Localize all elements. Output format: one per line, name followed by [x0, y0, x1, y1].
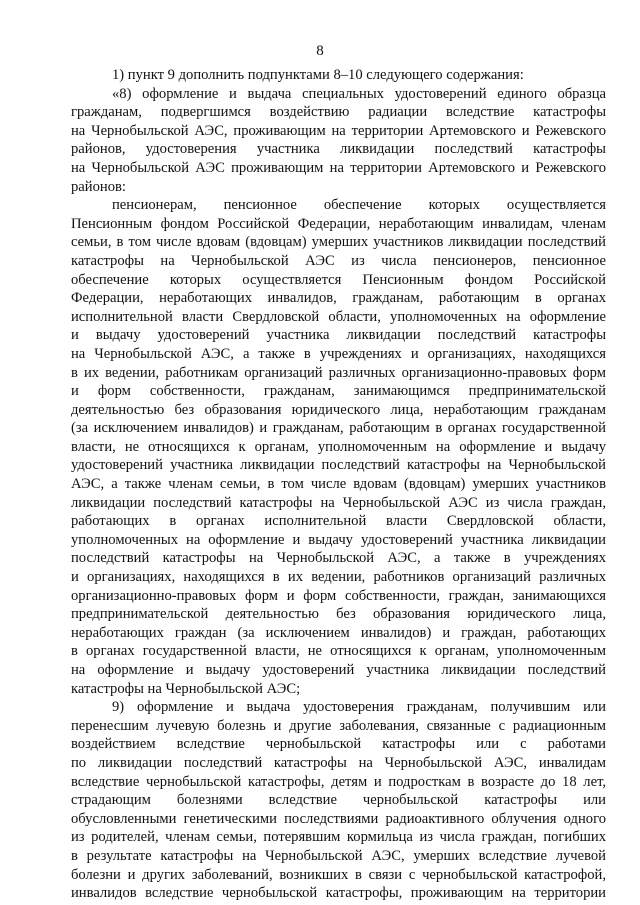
- text-line: организационно-правовых форм и форм собственности, граждан, занимающихся: [71, 587, 606, 604]
- text-line: власти, не относящихся к органам, уполномоченным на оформление и выдачу: [71, 438, 606, 455]
- text-line: последствий катастрофы на Чернобыльской АЭС, а также в учреждениях: [71, 550, 606, 567]
- text-line: районов, удостоверения участника ликвидации последствий катастрофы: [71, 141, 606, 158]
- text-line: уполномоченных на оформление и выдачу удостоверений участника ликвидации: [71, 531, 606, 548]
- text-line: (за исключением инвалидов) и гражданам, работающим в органах государственной: [71, 420, 606, 437]
- text-line: из родителей, членам семьи, потерявшим кормильца из числа граждан, погибших: [71, 829, 606, 846]
- text-line: и форм собственности, гражданам, занимающимся предпринимательской: [71, 383, 606, 400]
- text-line: неработающих граждан (за исключением инвалидов) и граждан, работающих: [71, 624, 606, 641]
- text-line: АЭС, а также членам семьи, в том числе вдовам (вдовцам) умерших участников: [71, 476, 606, 493]
- text-line: в органах государственной власти, не относящихся к органам, уполномоченным: [71, 643, 606, 660]
- text-line: удостоверений участника ликвидации последствий катастрофы на Чернобыльской: [71, 457, 606, 474]
- text-line: «8) оформление и выдача специальных удостоверений единого образца: [112, 85, 606, 102]
- text-line: исполнительной власти Свердловской области, уполномоченных на оформление: [71, 308, 606, 325]
- text-line: работающих в органах исполнительной власти Свердловской области,: [71, 513, 606, 530]
- text-line: в их ведении, работникам организаций различных организационно-правовых форм: [71, 364, 606, 381]
- text-line: на Чернобыльской АЭС проживающим на территории Артемовского и Режевского: [71, 159, 606, 176]
- text-line: деятельностью без образования юридического лица, неработающим гражданам: [71, 401, 606, 418]
- text-line: перенесшим лучевую болезнь и другие заболевания, связанные с радиационным: [71, 717, 606, 734]
- text-line: предпринимательской деятельностью без образования юридического лица,: [71, 606, 606, 623]
- text-line: гражданам, подвергшимся воздействию радиации вследствие катастрофы: [71, 104, 606, 121]
- text-line: обеспечение которых осуществляется Пенсионным фондом Российской: [71, 271, 606, 288]
- text-line: и выдачу удостоверений участника ликвидации последствий катастрофы: [71, 327, 606, 344]
- text-line: обусловленными генетическими последствиями радиоактивного облучения одного: [71, 810, 606, 827]
- text-line: 1) пункт 9 дополнить подпунктами 8–10 следующего содержания:: [112, 67, 524, 83]
- text-line: вследствие чернобыльской катастрофы, детям и подросткам в возрасте до 18 лет,: [71, 773, 606, 790]
- text-line: на Чернобыльской АЭС, а также в учреждениях и организациях, находящихся: [71, 345, 606, 362]
- text-line: катастрофы на Чернобыльской АЭС из числа пенсионеров, пенсионное: [71, 252, 606, 269]
- text-line: пенсионерам, пенсионное обеспечение которых осуществляется: [112, 197, 606, 214]
- text-line: на оформление и выдачу удостоверений участника ликвидации последствий: [71, 662, 606, 678]
- text-line: катастрофы на Чернобыльской АЭС;: [71, 680, 301, 697]
- text-line: Федерации, неработающих инвалидов, гражданам, работающим в органах: [71, 290, 606, 307]
- text-line: на Чернобыльской АЭС, проживающим на территории Артемовского и Режевского: [71, 122, 606, 139]
- text-line: болезни и других заболеваний, возникших в связи с чернобыльской катастрофой,: [71, 866, 606, 883]
- text-line: 9) оформление и выдача удостоверения гражданам, получившим или: [112, 699, 606, 716]
- text-line: и организациях, находящихся в их ведении, работников организаций различных: [71, 569, 606, 586]
- text-line: районов:: [71, 178, 126, 195]
- text-line: Пенсионным фондом Российской Федерации, неработающим инвалидам, членам: [71, 215, 606, 232]
- text-line: инвалидов вследствие чернобыльской катастрофы, проживающим на территории: [71, 885, 606, 902]
- page-number: 8: [316, 43, 324, 59]
- text-line: в результате катастрофы на Чернобыльской АЭС, умерших вследствие лучевой: [71, 847, 606, 864]
- text-line: страдающим болезнями вследствие чернобыльской катастрофы или: [71, 792, 606, 809]
- text-line: воздействием вследствие чернобыльской катастрофы или с работами: [71, 736, 606, 753]
- text-line: по ликвидации последствий катастрофы на Чернобыльской АЭС, инвалидам: [71, 754, 606, 771]
- text-line: ликвидации последствий катастрофы на Чернобыльской АЭС из числа граждан,: [71, 494, 606, 511]
- document-body: [71, 66, 606, 903]
- text-line: семьи, в том числе вдовам (вдовцам) умерших участников ликвидации последствий: [71, 234, 606, 251]
